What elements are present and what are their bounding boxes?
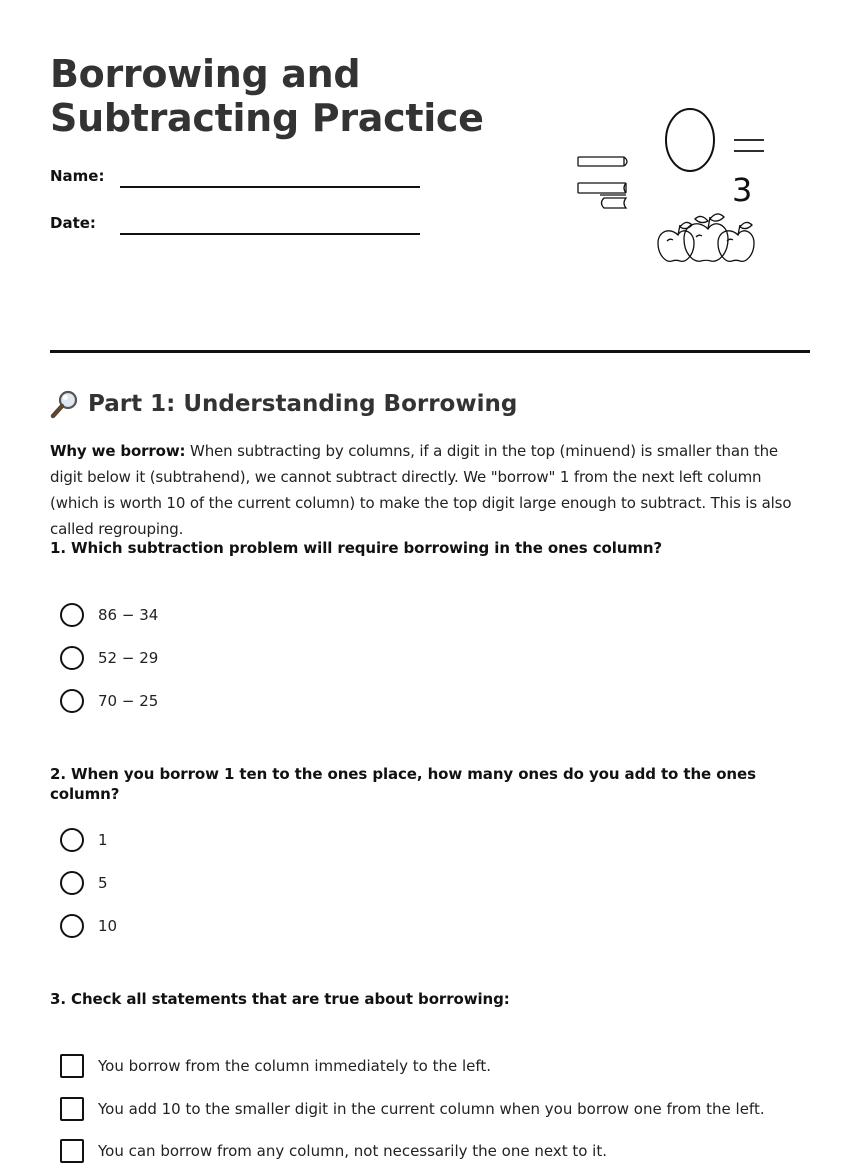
question-1-option-3[interactable]: [60, 688, 158, 714]
option-label: You borrow from the column immediately to the left.: [98, 1057, 492, 1075]
radio-button[interactable]: [60, 914, 84, 938]
header-divider: [50, 350, 810, 353]
radio-button[interactable]: [60, 603, 84, 627]
question-3-option-1[interactable]: [60, 1053, 491, 1079]
name-line[interactable]: [120, 186, 420, 188]
checkbox[interactable]: [60, 1139, 84, 1163]
date-line[interactable]: [120, 233, 420, 235]
option-label: 5: [98, 874, 108, 892]
section-title: Part 1: Understanding Borrowing: [88, 391, 518, 417]
question-3-option-2[interactable]: [60, 1096, 765, 1122]
title-line-2: Subtracting Practice: [50, 96, 484, 140]
option-label: 10: [98, 917, 118, 935]
section-heading: [50, 388, 517, 420]
option-label: You can borrow from any column, not necessarily the one next to it.: [98, 1142, 607, 1160]
worksheet-page: [50, 0, 810, 1161]
radio-button[interactable]: [60, 828, 84, 852]
name-field[interactable]: [50, 166, 420, 190]
magnifying-glass-icon: [50, 389, 80, 419]
radio-button[interactable]: [60, 689, 84, 713]
question-3: 3. Check all statements that are true about borrowing:: [50, 990, 510, 1008]
date-label: Date:: [50, 214, 96, 232]
apples-icon: [658, 214, 754, 261]
question-2-option-2[interactable]: [60, 870, 108, 896]
title-line-1: Borrowing and: [50, 52, 361, 96]
name-label: Name:: [50, 167, 105, 185]
equals-icon: [734, 140, 764, 151]
date-field[interactable]: [50, 213, 420, 237]
checkbox[interactable]: [60, 1097, 84, 1121]
intro-text: When subtracting by columns, if a digit in the top (minuend) is smaller than the digit below it (subtrahend), we cannot subtract directly. We "borrow" 1 from the next left column (which is worth 10 of the current column) to make the top digit large enough to subtract. This is also called regrouping.: [50, 442, 792, 538]
books-icon: [578, 157, 627, 208]
illustration-digit: 3: [732, 171, 753, 209]
page-title: [50, 52, 520, 140]
question-2: 2. When you borrow 1 ten to the ones place, how many ones do you add to the ones column?: [50, 765, 756, 803]
option-label: You add 10 to the smaller digit in the current column when you borrow one from the left.: [98, 1100, 765, 1118]
intro-lead: Why we borrow:: [50, 442, 186, 460]
question-2-option-1[interactable]: [60, 827, 108, 853]
question-1-option-2[interactable]: [60, 645, 158, 671]
question-1-option-1[interactable]: [60, 602, 158, 628]
radio-button[interactable]: [60, 646, 84, 670]
question-1: 1. Which subtraction problem will require borrowing in the ones column?: [50, 539, 663, 557]
option-label: 70 − 25: [98, 692, 159, 710]
math-illustration: [568, 95, 783, 265]
option-label: 1: [98, 831, 108, 849]
intro-paragraph: [50, 438, 810, 542]
question-2-option-3[interactable]: [60, 913, 117, 939]
zero-icon: [666, 109, 714, 171]
option-label: 52 − 29: [98, 649, 159, 667]
question-3-option-3[interactable]: [60, 1138, 607, 1164]
checkbox[interactable]: [60, 1054, 84, 1078]
radio-button[interactable]: [60, 871, 84, 895]
option-label: 86 − 34: [98, 606, 159, 624]
